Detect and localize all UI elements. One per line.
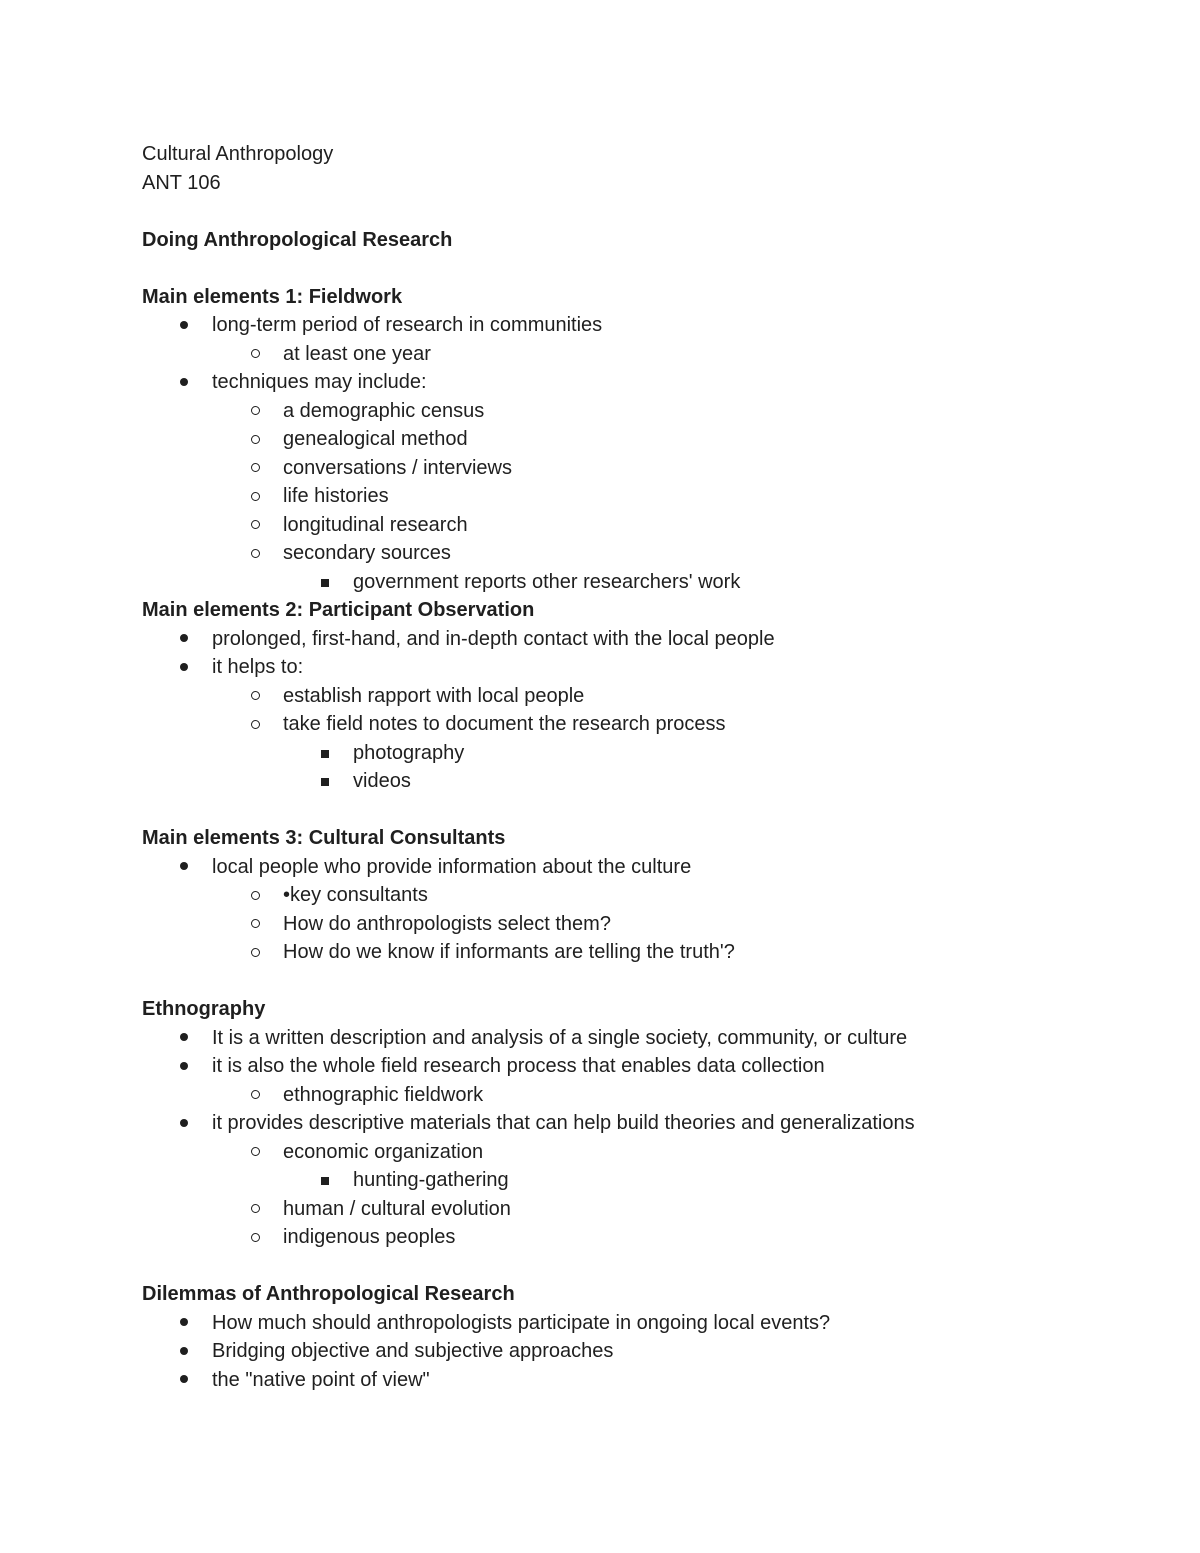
- filled-bullet-icon: [174, 1366, 194, 1395]
- course-name: Cultural Anthropology: [142, 143, 334, 165]
- list-item: secondary sources: [142, 539, 1142, 568]
- list-item: it helps to:: [142, 653, 1142, 682]
- course-code: ANT 106: [142, 171, 221, 194]
- hollow-bullet-icon: [245, 1081, 265, 1110]
- list-item: prolonged, first-hand, and in-depth contact with the local people: [142, 625, 1142, 654]
- spacer: [142, 967, 1142, 996]
- hollow-bullet-icon: [245, 1195, 265, 1224]
- spacer: [142, 254, 1142, 283]
- list-item: photography: [142, 739, 1142, 768]
- list-item: long-term period of research in communities: [142, 311, 1142, 340]
- filled-bullet-icon: [174, 625, 194, 654]
- list-item: How do we know if informants are telling the truth'?: [142, 938, 1142, 967]
- list-item: How much should anthropologists participate in ongoing local events?: [142, 1309, 1142, 1338]
- square-bullet-icon: [315, 1166, 335, 1195]
- list-item: human / cultural evolution: [142, 1195, 1142, 1224]
- list-item: ethnographic fieldwork: [142, 1081, 1142, 1110]
- list-item: techniques may include:: [142, 368, 1142, 397]
- spacer: [142, 197, 1142, 226]
- list-item: at least one year: [142, 340, 1142, 369]
- list-item: take field notes to document the research process: [142, 710, 1142, 739]
- section-heading-ethnography: Ethnography: [142, 998, 266, 1020]
- hollow-bullet-icon: [245, 938, 265, 967]
- spacer: [142, 1252, 1142, 1281]
- filled-bullet-icon: [174, 1109, 194, 1138]
- document-page: [142, 140, 1142, 1394]
- list-item: How do anthropologists select them?: [142, 910, 1142, 939]
- list-item: government reports other researchers' work: [142, 568, 1142, 597]
- hollow-bullet-icon: [245, 1138, 265, 1167]
- list-item: Bridging objective and subjective approaches: [142, 1337, 1142, 1366]
- section-heading-cultural-consultants: Main elements 3: Cultural Consultants: [142, 827, 506, 849]
- hollow-bullet-icon: [245, 425, 265, 454]
- list-item: a demographic census: [142, 397, 1142, 426]
- list-item: it is also the whole field research process that enables data collection: [142, 1052, 1142, 1081]
- hollow-bullet-icon: [245, 1223, 265, 1252]
- list-item: hunting-gathering: [142, 1166, 1142, 1195]
- spacer: [142, 796, 1142, 825]
- list-item: establish rapport with local people: [142, 682, 1142, 711]
- list-item: videos: [142, 767, 1142, 796]
- list-item: longitudinal research: [142, 511, 1142, 540]
- list-item: It is a written description and analysis of a single society, community, or culture: [142, 1024, 1142, 1053]
- hollow-bullet-icon: [245, 539, 265, 568]
- list-item: the "native point of view": [142, 1366, 1142, 1395]
- hollow-bullet-icon: [245, 682, 265, 711]
- hollow-bullet-icon: [245, 710, 265, 739]
- list-item: conversations / interviews: [142, 454, 1142, 483]
- list-item: it provides descriptive materials that can help build theories and generalizations: [142, 1109, 1142, 1138]
- square-bullet-icon: [315, 767, 335, 796]
- hollow-bullet-icon: [245, 881, 265, 910]
- filled-bullet-icon: [174, 853, 194, 882]
- hollow-bullet-icon: [245, 511, 265, 540]
- hollow-bullet-icon: [245, 910, 265, 939]
- list-item: indigenous peoples: [142, 1223, 1142, 1252]
- section-heading-participant-observation: Main elements 2: Participant Observation: [142, 599, 535, 621]
- hollow-bullet-icon: [245, 482, 265, 511]
- hollow-bullet-icon: [245, 454, 265, 483]
- square-bullet-icon: [315, 568, 335, 597]
- list-item: life histories: [142, 482, 1142, 511]
- filled-bullet-icon: [174, 653, 194, 682]
- list-item: genealogical method: [142, 425, 1142, 454]
- section-heading-fieldwork: Main elements 1: Fieldwork: [142, 285, 403, 308]
- list-item: economic organization: [142, 1138, 1142, 1167]
- section-heading-dilemmas: Dilemmas of Anthropological Research: [142, 1283, 515, 1305]
- hollow-bullet-icon: [245, 340, 265, 369]
- document-title: Doing Anthropological Research: [142, 228, 453, 251]
- square-bullet-icon: [315, 739, 335, 768]
- filled-bullet-icon: [174, 1052, 194, 1081]
- filled-bullet-icon: [174, 1309, 194, 1338]
- filled-bullet-icon: [174, 311, 194, 340]
- filled-bullet-icon: [174, 1337, 194, 1366]
- hollow-bullet-icon: [245, 397, 265, 426]
- list-item: •key consultants: [142, 881, 1142, 910]
- filled-bullet-icon: [174, 1024, 194, 1053]
- filled-bullet-icon: [174, 368, 194, 397]
- list-item: local people who provide information about the culture: [142, 853, 1142, 882]
